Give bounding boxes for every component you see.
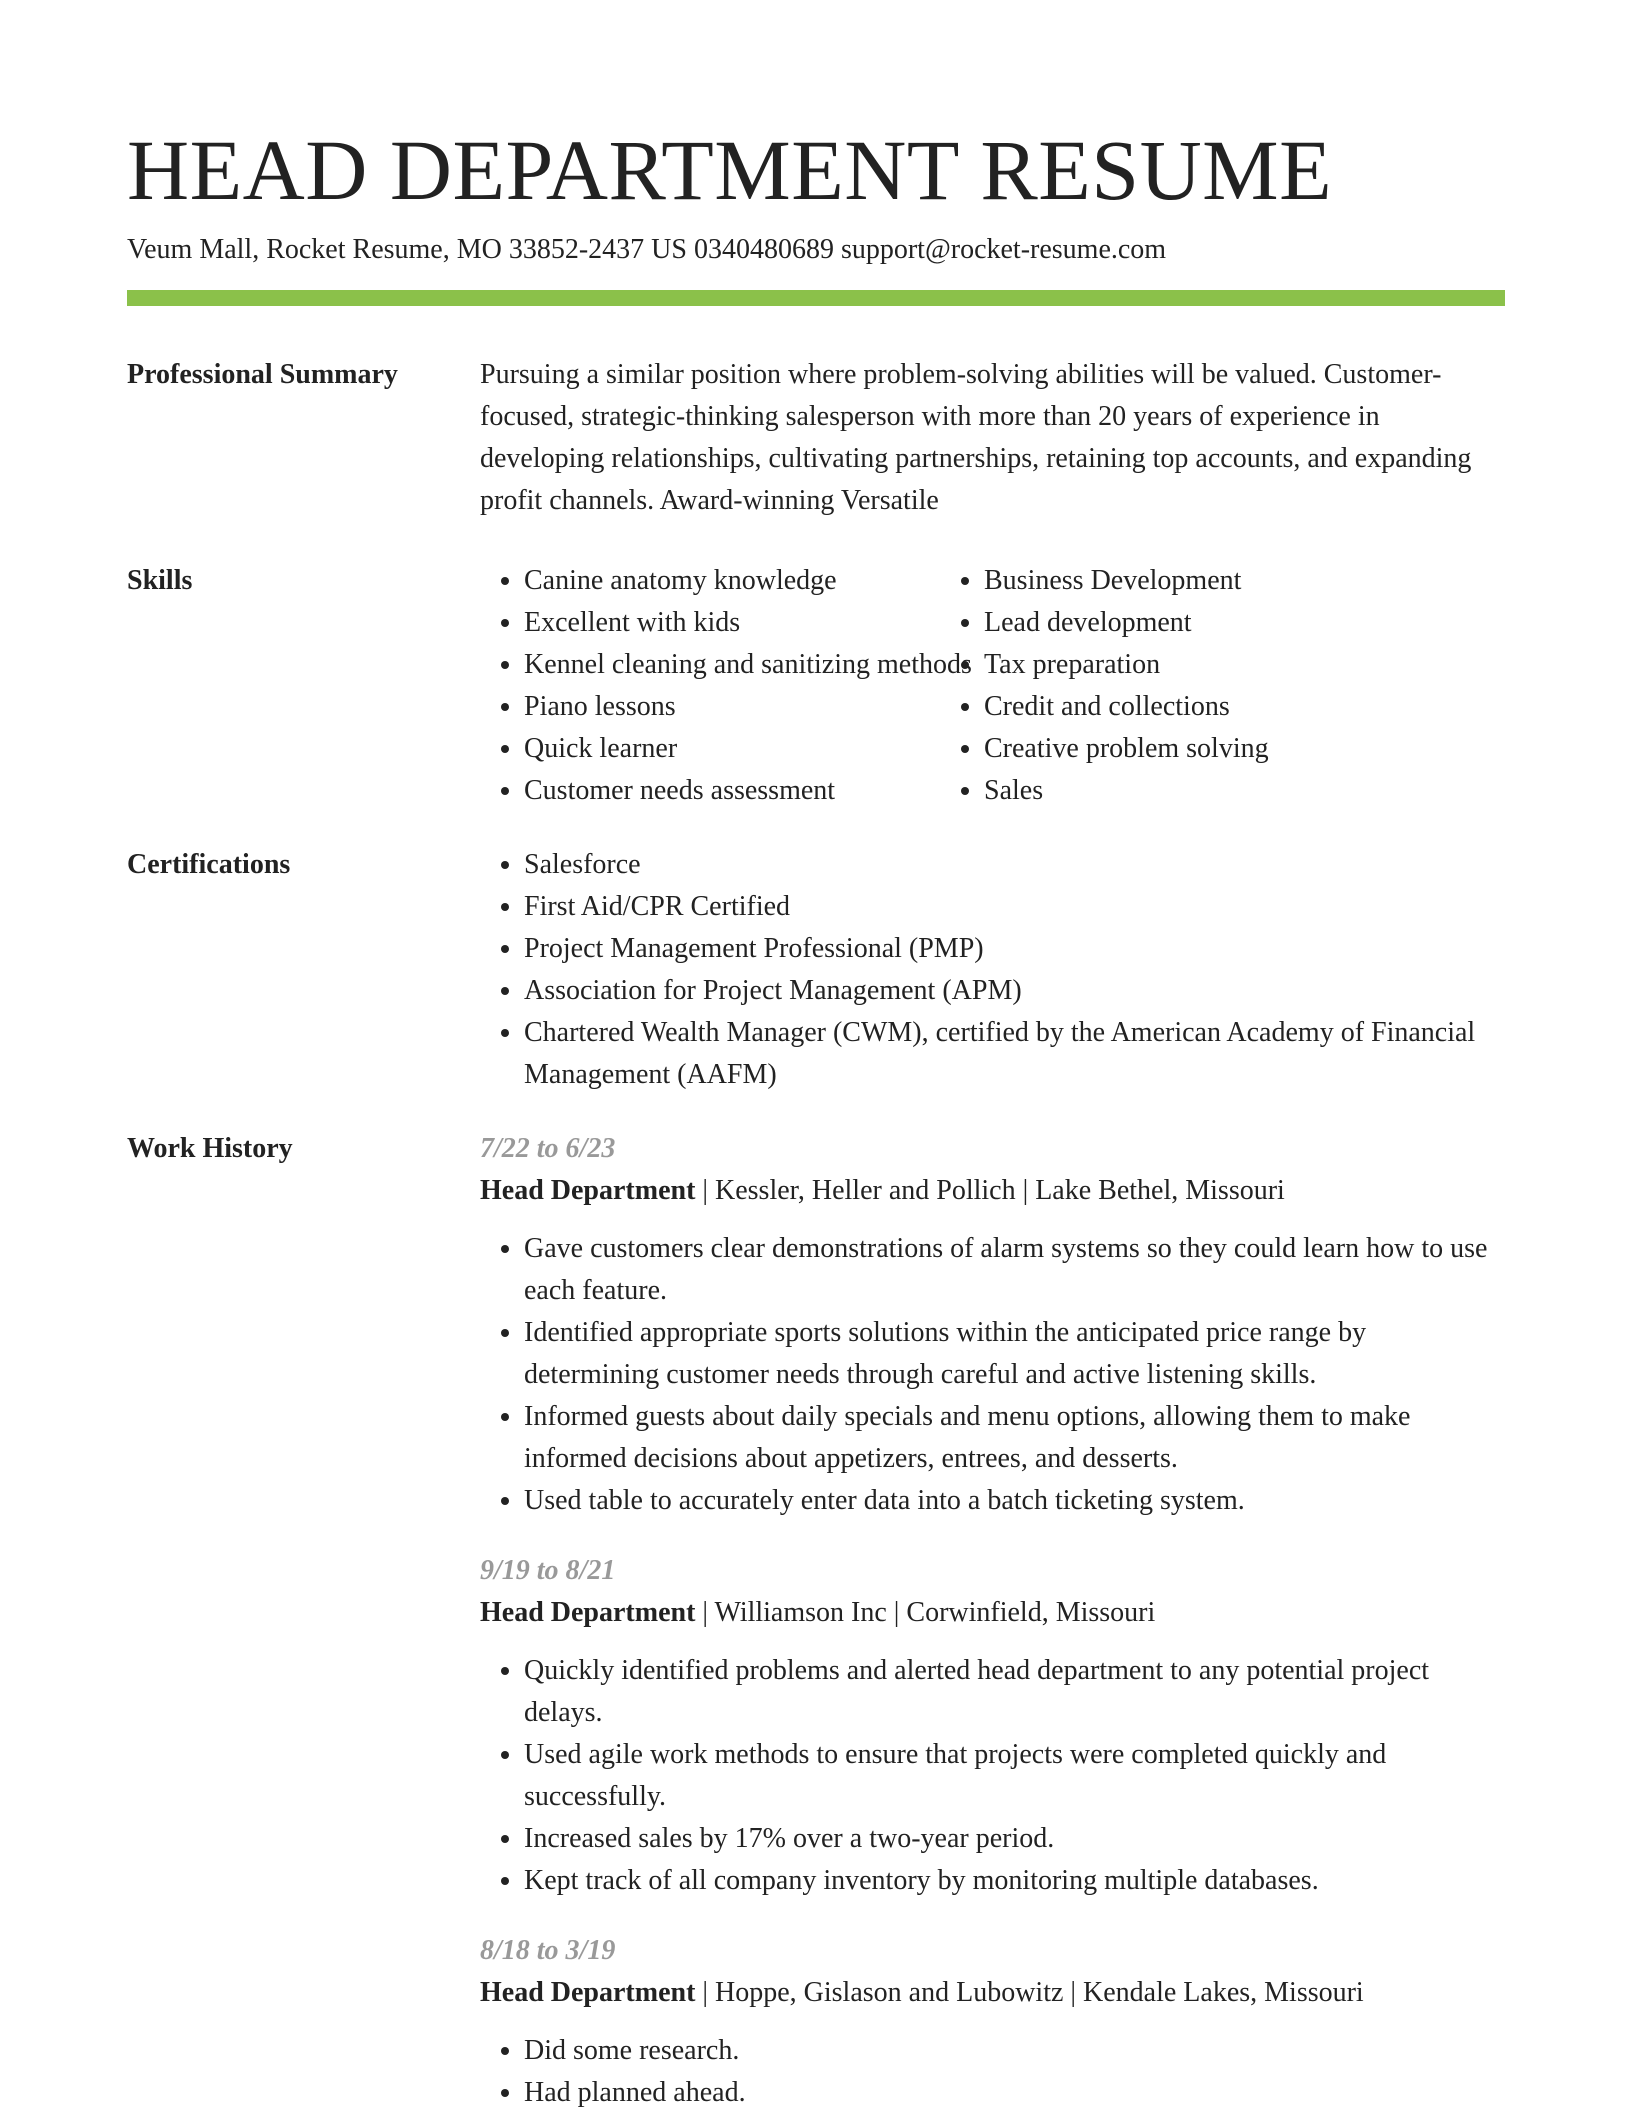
certification-item: • First Aid/CPR Certified (524, 886, 1505, 928)
contact-line: Veum Mall, Rocket Resume, MO 33852-2437 US 0340480689 support@rocket-resume.com (127, 234, 1167, 265)
job-bullet: • Used table to accurately enter data into a batch ticketing system. (524, 1480, 1505, 1522)
job-employer-location: | Kessler, Heller and Pollich | Lake Bethel, Missouri (695, 1175, 1285, 1206)
skill-item: • Kennel cleaning and sanitizing methods (524, 644, 940, 686)
accent-divider (127, 290, 1505, 306)
skill-item: • Lead development (984, 602, 1505, 644)
job-employer-location: | Hoppe, Gislason and Lubowitz | Kendale Lakes, Missouri (695, 1977, 1364, 2008)
certification-item: • Salesforce (524, 844, 1505, 886)
job-dates: 9/19 to 8/21 (480, 1555, 616, 1586)
job-bullet: • Kept track of all company inventory by monitoring multiple databases. (524, 1860, 1505, 1902)
job-heading (480, 1170, 1505, 1212)
skill-item: • Creative problem solving (984, 728, 1505, 770)
certification-item: • Association for Project Management (APM) (524, 970, 1505, 1012)
skill-item: • Excellent with kids (524, 602, 940, 644)
skills-list (480, 560, 1505, 812)
job-entry (480, 1930, 1505, 2114)
work-history-section (127, 1128, 1505, 2114)
job-heading (480, 1592, 1505, 1634)
job-entry (480, 1128, 1505, 1522)
section-label-certifications: Certifications (127, 849, 291, 880)
job-entry (480, 1550, 1505, 1902)
certification-item: • Chartered Wealth Manager (CWM), certified by the American Academy of Financial Management (AAFM) (524, 1012, 1505, 1096)
job-bullet: • Quickly identified problems and alerted head department to any potential project delays. (524, 1650, 1505, 1734)
job-title: Head Department (480, 1977, 696, 2008)
section-label-summary: Professional Summary (127, 359, 398, 390)
job-dates: 8/18 to 3/19 (480, 1935, 616, 1966)
section-label-skills: Skills (127, 565, 193, 596)
skill-item: • Canine anatomy knowledge (524, 560, 940, 602)
resume-page (127, 118, 1505, 2114)
job-bullet: • Had planned ahead. (524, 2072, 1505, 2114)
certifications-list (480, 844, 1505, 1096)
section-label-work-history: Work History (127, 1133, 293, 1164)
job-employer-location: | Williamson Inc | Corwinfield, Missouri (695, 1597, 1156, 1628)
job-bullet: • Did some research. (524, 2030, 1505, 2072)
skill-item: • Quick learner (524, 728, 940, 770)
job-title: Head Department (480, 1597, 696, 1628)
job-bullet: • Used agile work methods to ensure that projects were completed quickly and successfully. (524, 1734, 1505, 1818)
certification-item: • Project Management Professional (PMP) (524, 928, 1505, 970)
skill-item: • Business Development (984, 560, 1505, 602)
skills-section (127, 560, 1505, 812)
skills-column-1 (480, 560, 972, 812)
summary-text: Pursuing a similar position where problem-solving abilities will be valued. Customer-focused, strategic-thinking salesperson with more than 20 years of experience in developing relationships, cultivating partnerships, retaining top accounts, and expanding profit channels. Award-winning Versatile (480, 359, 1472, 516)
job-dates: 7/22 to 6/23 (480, 1133, 616, 1164)
skill-item: • Tax preparation (984, 644, 1505, 686)
skill-item: • Customer needs assessment (524, 770, 940, 812)
job-bullet: • Identified appropriate sports solutions within the anticipated price range by determining customer needs through careful and active listening skills. (524, 1312, 1505, 1396)
job-bullet: • Gave customers clear demonstrations of alarm systems so they could learn how to use each feature. (524, 1228, 1505, 1312)
job-bullet: • Informed guests about daily specials and menu options, allowing them to make informed decisions about appetizers, entrees, and desserts. (524, 1396, 1505, 1480)
skill-item: • Piano lessons (524, 686, 940, 728)
work-history-list (480, 1128, 1505, 2114)
professional-summary-section (127, 354, 1505, 522)
job-heading (480, 1972, 1505, 2014)
skills-column-2 (940, 560, 1505, 812)
skill-item: • Credit and collections (984, 686, 1505, 728)
resume-title: HEAD DEPARTMENT RESUME (127, 122, 1333, 218)
job-bullet: • Increased sales by 17% over a two-year period. (524, 1818, 1505, 1860)
certifications-section (127, 844, 1505, 1096)
skill-item: • Sales (984, 770, 1505, 812)
job-title: Head Department (480, 1175, 696, 1206)
